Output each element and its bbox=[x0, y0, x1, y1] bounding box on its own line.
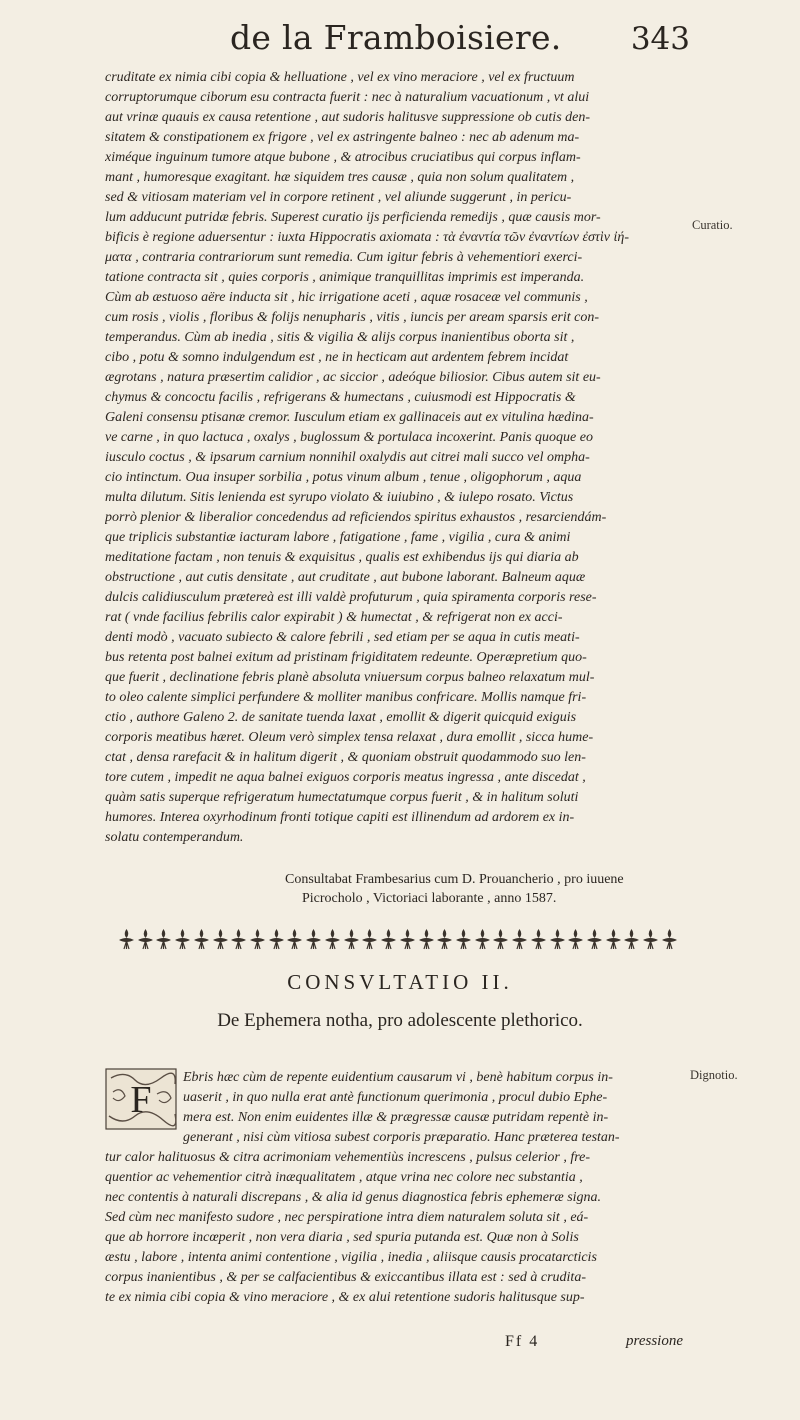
text-line: nec contentis à naturali discrepans , & alia id genus diagnostica febris ephemeræ signa. bbox=[105, 1190, 602, 1205]
text-line: bificis è regione aduersentur : iuxta Hippocratis axiomata : τὰ ἐναντία τῶν ἐναντίων ἐστὶν ἰή- bbox=[105, 230, 629, 245]
text-line: corpus inanientibus , & per se calfacientibus & exiccantibus illata est : sed à crudita- bbox=[105, 1270, 586, 1285]
text-line: que triplicis substantiæ iacturam labore , fatigatione , fame , vigilia , cura & animi bbox=[105, 530, 571, 545]
ornament-band bbox=[118, 925, 678, 953]
text-line: corruptorumque ciborum esu contracta fuerit : nec à naturalium vacuationum , vt alui bbox=[105, 90, 590, 105]
margin-note-dignotio: Dignotio. bbox=[690, 1068, 738, 1082]
fleuron-icon bbox=[361, 928, 378, 950]
text-line: tore cutem , impedit ne aqua balnei exiguos corporis meatus ingressa , ante discedat , bbox=[105, 770, 586, 785]
text-line: meditatione factam , non tenuis & exquisitus , qualis est exhibendus ijs qui diaria ab bbox=[105, 550, 579, 565]
text-line: sed & vitiosam materiam vel in corpore retinent , vel aliunde suggerunt , in pericu- bbox=[105, 190, 572, 205]
fleuron-icon bbox=[137, 928, 154, 950]
signature-mark: Ff 4 bbox=[505, 1333, 540, 1350]
fleuron-icon bbox=[324, 928, 341, 950]
fleuron-icon bbox=[474, 928, 491, 950]
text-line: rat ( vnde facilius febrilis calor expirabit ) & humectat , & refrigerat non ex acci- bbox=[105, 610, 563, 625]
text-line: ve carne , in quo lactuca , oxalys , buglossum & portulaca incoxerint. Panis quoque eo bbox=[105, 430, 593, 445]
text-line: mera est. Non enim euidentes illæ & prægressæ causæ putridam repentè in- bbox=[183, 1110, 609, 1125]
text-line: denti modò , vacuato subiecto & calore febrili , sed etiam per se aqua in cutis meati- bbox=[105, 630, 580, 645]
text-line: iusculo coctus , & ipsarum carnium nonnihil oxalydis aut citrei mali succo vel ompha- bbox=[105, 450, 590, 465]
paragraph-curatio bbox=[105, 68, 683, 848]
fleuron-icon bbox=[586, 928, 603, 950]
fleuron-icon bbox=[174, 928, 191, 950]
consultation-subtitle: De Ephemera notha, pro adolescente plethorico. bbox=[217, 1010, 583, 1031]
text-line: bus retenta post balnei exitum ad pristinam frigiditatem redeunte. Operæpretium quo- bbox=[105, 650, 587, 665]
fleuron-icon bbox=[418, 928, 435, 950]
fleuron-icon bbox=[530, 928, 547, 950]
text-line: chymus & concoctu facilis , refrigerans & humectans , cuiusmodi est Hippocratis & bbox=[105, 390, 576, 405]
text-line: uaserit , in quo nulla erat antè functionum querimonia , procul dubio Ephe- bbox=[183, 1090, 608, 1105]
signature-line-2: Picrocholo , Victoriaci laborante , anno 1587. bbox=[302, 891, 557, 906]
text-line: quentior ac vehementior citrà inæqualitatem , atque vrina nec colore nec substantia , bbox=[105, 1170, 583, 1185]
fleuron-icon bbox=[305, 928, 322, 950]
text-line: solatu contemperandum. bbox=[105, 830, 244, 845]
text-line: generant , nisi cùm vitiosa subest corporis præparatio. Hanc præterea testan- bbox=[183, 1130, 620, 1145]
text-line: ximéque inguinum tumore atque bubone , & atrocibus cruciatibus qui corpus inflam- bbox=[105, 150, 581, 165]
fleuron-icon bbox=[455, 928, 472, 950]
text-line: lum adducunt putridæ febris. Superest curatio ijs perficienda remedijs , quæ causis mor- bbox=[105, 210, 601, 225]
text-line: cum rosis , violis , floribus & folijs nenupharis , vitis , iuncis per aream sparsis erit con- bbox=[105, 310, 600, 325]
fleuron-icon bbox=[436, 928, 453, 950]
text-line: to oleo calente simplici perfundere & molliter manibus confricare. Mollis namque fri- bbox=[105, 690, 587, 705]
text-line: aut vrinæ quauis ex causa retentione , aut sudoris halitusve suppressione ob cutis den- bbox=[105, 110, 591, 125]
text-line: humores. Interea oxyrhodinum fronti totique capiti est illinendum ad ardorem ex in- bbox=[105, 810, 575, 825]
fleuron-icon bbox=[286, 928, 303, 950]
text-line: cruditate ex nimia cibi copia & helluatione , vel ex vino meraciore , vel ex fructuum bbox=[105, 70, 575, 85]
text-line: dulcis calidiusculum prætereà est illi valdè profuturum , quia spiramenta corporis rese- bbox=[105, 590, 597, 605]
text-line: que ab horrore incœperit , non vera diaria , sed spuria putanda est. Quæ non à Solis bbox=[105, 1230, 579, 1245]
svg-text:F: F bbox=[130, 1079, 152, 1121]
fleuron-icon bbox=[511, 928, 528, 950]
signature-line-1: Consultabat Frambesarius cum D. Prouancherio , pro iuuene bbox=[285, 872, 624, 887]
fleuron-icon bbox=[605, 928, 622, 950]
text-line: temperandus. Cùm ab inedia , sitis & vigilia & alijs corpus inanientibus oborta sit , bbox=[105, 330, 575, 345]
page-footer bbox=[105, 1333, 683, 1363]
text-line: te ex nimia cibi copia & vino meraciore , & ex alui retentione sudoris halitusque sup- bbox=[105, 1290, 585, 1305]
fleuron-icon bbox=[642, 928, 659, 950]
fleuron-icon bbox=[492, 928, 509, 950]
running-head bbox=[230, 18, 690, 68]
fleuron-icon bbox=[399, 928, 416, 950]
running-title: de la Framboisiere. bbox=[230, 18, 562, 57]
text-line: tur calor halituosus & citra acrimoniam vehementiùs increscens , pulsus celerior , fre- bbox=[105, 1150, 591, 1165]
consultation-title: CONSVLTATIO II. bbox=[287, 970, 513, 994]
text-line: Galeni consensu ptisanæ cremor. Iusculum etiam ex gallinaceis aut ex vitulina hædina- bbox=[105, 410, 594, 425]
margin-note-curatio: Curatio. bbox=[692, 218, 733, 232]
text-line: ctat , densa rarefacit & in halitum digerit , & quoniam obstruit quodammodo suo len- bbox=[105, 750, 586, 765]
consultation-signature bbox=[105, 870, 683, 908]
fleuron-icon bbox=[230, 928, 247, 950]
fleuron-icon bbox=[118, 928, 135, 950]
text-line: sitatem & constipationem ex frigore , vel ex astringente balneo : nec ab adenum ma- bbox=[105, 130, 580, 145]
catchword: pressione bbox=[626, 1333, 683, 1349]
text-line: multa dilutum. Sitis lenienda est syrupo violato & iuiubino , & iulepo rosato. Victus bbox=[105, 490, 574, 505]
text-line: ctio , authore Galeno 2. de sanitate tuenda laxat , emollit & digerit quicquid exiguis bbox=[105, 710, 577, 725]
fleuron-icon bbox=[661, 928, 678, 950]
fleuron-icon bbox=[623, 928, 640, 950]
fleuron-icon bbox=[249, 928, 266, 950]
text-line: quàm satis superque refrigeratum humectatumque corpus fuerit , & in halitum soluti bbox=[105, 790, 579, 805]
fleuron-icon bbox=[268, 928, 285, 950]
text-line: æstu , labore , intenta animi contentione , vigilia , inedia , aliisque causis procatarcticis bbox=[105, 1250, 597, 1265]
paragraph-dignotio-dropcap-lines bbox=[105, 1068, 683, 1148]
text-line: porrò plenior & liberalior concedendus ad reficiendos spiritus exhaustos , resarciendám- bbox=[105, 510, 607, 525]
fleuron-icon bbox=[155, 928, 172, 950]
text-line: Ebris hæc cùm de repente euidentium causarum vi , benè habitum corpus in- bbox=[183, 1070, 613, 1085]
text-line: obstructione , aut cutis densitate , aut cruditate , aut bubone laborant. Balneum aquæ bbox=[105, 570, 586, 585]
text-line: ægrotans , natura præsertim calidior , ac siccior , adeóque biliosior. Cibus autem sit eu- bbox=[105, 370, 601, 385]
fleuron-icon bbox=[193, 928, 210, 950]
paragraph-dignotio bbox=[105, 1148, 683, 1308]
text-line: que fuerit , declinatione febris planè absoluta vniuersum corpus balneo relaxatum mul- bbox=[105, 670, 595, 685]
fleuron-icon bbox=[212, 928, 229, 950]
fleuron-icon bbox=[343, 928, 360, 950]
text-line: corporis meatibus hæret. Oleum verò simplex tensa relaxat , dura emollit , sicca hume- bbox=[105, 730, 594, 745]
fleuron-icon bbox=[567, 928, 584, 950]
fleuron-icon bbox=[380, 928, 397, 950]
text-line: tatione contracta sit , quies corporis , animique tranquillitas imprimis est imperanda. bbox=[105, 270, 585, 285]
text-line: Cùm ab æstuoso aëre inducta sit , hic irrigatione aceti , aquæ rosaceæ vel communis , bbox=[105, 290, 588, 305]
text-line: cio intinctum. Oua insuper sorbilia , potus vinum album , tenue , oligophorum , aqua bbox=[105, 470, 582, 485]
text-line: Sed cùm nec manifesto sudore , nec perspiratione intra diem naturalem soluta sit , eá- bbox=[105, 1210, 589, 1225]
page-number: 343 bbox=[630, 21, 690, 57]
fleuron-icon bbox=[549, 928, 566, 950]
text-line: ματα , contraria contrariorum sunt remedia. Cum igitur febris à vehementiori exerci- bbox=[105, 250, 583, 265]
text-line: mant , humoresque exagitant. hæ siquidem tres causæ , quia non solum qualitatem , bbox=[105, 170, 575, 185]
text-line: cibo , potu & somno indulgendum est , ne in hecticam aut ardentem febrem incidat bbox=[105, 350, 569, 365]
